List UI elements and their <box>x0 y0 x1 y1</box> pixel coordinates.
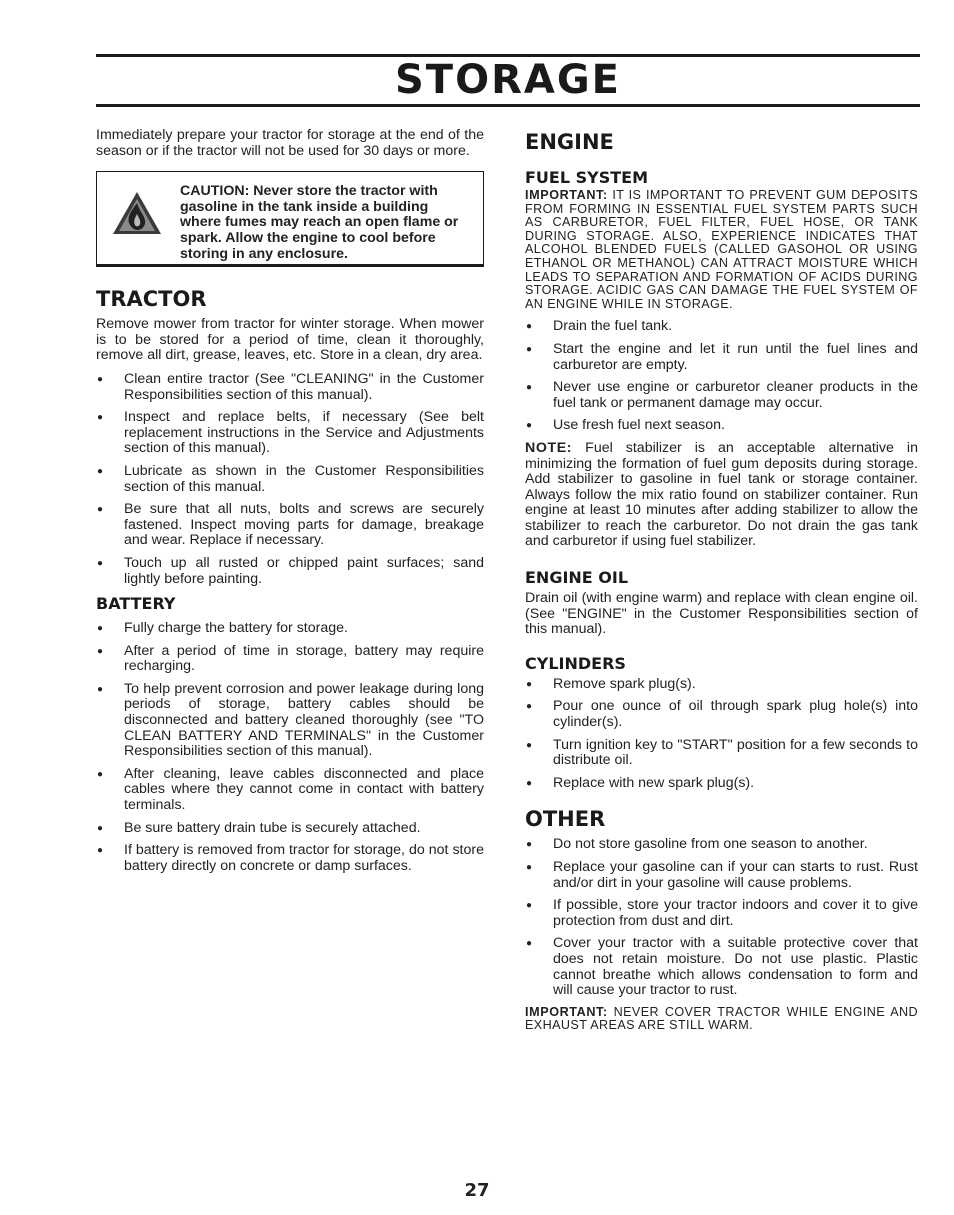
bullet: ● <box>97 465 104 477</box>
page-title: STORAGE <box>394 57 621 103</box>
list-item: ● Never use engine or carburetor cleaner products in the fuel tank or permanent damage may occur. <box>526 379 918 411</box>
other-list <box>525 837 918 998</box>
list-item: ● If battery is removed from tractor for storage, do not store battery directly on concrete or damp surfaces. <box>97 842 484 874</box>
note-text: Fuel stabilizer is an acceptable alternative in minimizing the formation of fuel gum deposits during storage. Add stabilizer to gasoline in fuel tank or storage container. Always follow the mix ratio found on stabilizer container. Run engine at least 10 minutes after adding stabilizer to allow the stabilizer to reach the carburetor. Do not drain the gas tank and carburetor if using fuel stabilizer. <box>525 439 918 550</box>
list-item: ● To help prevent corrosion and power leakage during long periods of storage, battery cables should be disconnected and battery cleaned thoroughly (see "TO CLEAN BATTERY AND TERMINALS" in the Customer Responsibilities section of this manual). <box>97 680 484 760</box>
bullet: ● <box>526 839 533 851</box>
bullet: ● <box>526 343 533 355</box>
bullet: ● <box>97 768 104 780</box>
other-important-paragraph <box>525 1006 918 1033</box>
list-item: ● After cleaning, leave cables disconnected and place cables where they cannot come in contact with battery terminals. <box>97 765 484 814</box>
tractor-intro: Remove mower from tractor for winter storage. When mower is to be stored for a period of time, clean it thoroughly, remove all dirt, grease, leaves, etc. Store in a clean, dry area. <box>96 316 484 364</box>
list-item: ● Replace with new spark plug(s). <box>526 774 755 791</box>
list-item: ● Start the engine and let it run until the fuel lines and carburetor are empty. <box>526 340 918 373</box>
bullet: ● <box>97 822 104 834</box>
list-item: ● Pour one ounce of oil through spark plug hole(s) into cylinder(s). <box>526 698 918 731</box>
cylinders-heading: CYLINDERS <box>525 653 626 673</box>
bullet: ● <box>526 382 533 394</box>
list-item: ● Turn ignition key to "START" position for a few seconds to distribute oil. <box>526 736 918 769</box>
engine-heading: ENGINE <box>525 130 614 154</box>
list-item: ● Touch up all rusted or chipped paint surfaces; sand lightly before painting. <box>97 554 484 587</box>
bullet: ● <box>97 645 104 657</box>
engine-oil-heading: ENGINE OIL <box>525 568 629 588</box>
list-item: ● Remove spark plug(s). <box>526 675 696 692</box>
important-label: IMPORTANT: <box>525 188 608 202</box>
bullet: ● <box>526 739 533 751</box>
list-item: ● Replace your gasoline can if your can starts to rust. Rust and/or dirt in your gasoline will cause problems. <box>526 859 918 891</box>
bullet: ● <box>97 623 104 635</box>
list-item: ● Do not store gasoline from one season to another. <box>526 836 868 853</box>
caution-text: CAUTION: Never store the tractor with gasoline in the tank inside a building where fumes may reach an open flame or spark. Allow the engine to cool before storing in any enclosure. <box>180 183 459 262</box>
engine-oil-paragraph: Drain oil (with engine warm) and replace with clean engine oil. (See "ENGINE" in the Customer Responsibilities section of this manual). <box>525 590 918 638</box>
list-item: ● Clean entire tractor (See "CLEANING" in the Customer Responsibilities section of this manual). <box>97 370 484 403</box>
bullet: ● <box>526 938 533 950</box>
list-item: ● If possible, store your tractor indoors and cover it to give protection from dust and dirt. <box>526 897 918 929</box>
list-item: ● Use fresh fuel next season. <box>526 417 725 434</box>
note-label: NOTE: <box>525 439 573 456</box>
fuel-note-paragraph <box>525 441 918 550</box>
important-text: IT IS IMPORTANT TO PREVENT GUM DEPOSITS FROM FORMING IN ESSENTIAL FUEL SYSTEM PARTS SUCH AS CARBURETOR, FUEL FILTER, FUEL HOSE, OR TANK DURING STORAGE. ALSO, EXPERIENCE INDICATES THAT ALCOHOL BLENDED FUELS (CALLED GASOHOL OR USING ETHANOL OR METHANOL) CAN ATTRACT MOISTURE WHICH LEADS TO SEPARATION AND FORMATION OF ACIDS DURING STORAGE. ACIDIC GAS CAN DAMAGE THE FUEL SYSTEM OF AN ENGINE WHILE IN STORAGE. <box>525 188 919 311</box>
list-item: ● Be sure that all nuts, bolts and screws are securely fastened. Inspect moving parts for damage, breakage and wear. Replace if necessary. <box>97 501 484 549</box>
battery-heading: BATTERY <box>96 594 176 614</box>
bullet: ● <box>97 412 104 424</box>
list-item: ● Inspect and replace belts, if necessary (See belt replacement instructions in the Service and Adjustments section of this manual). <box>97 409 484 457</box>
page-number: 27 <box>464 1180 490 1201</box>
important-text: NEVER COVER TRACTOR WHILE ENGINE AND EXHAUST AREAS ARE STILL WARM. <box>525 1004 918 1033</box>
intro-paragraph: Immediately prepare your tractor for storage at the end of the season or if the tractor will not be used for 30 days or more. <box>96 127 484 159</box>
fuel-system-list <box>525 319 918 434</box>
bullet: ● <box>97 373 104 385</box>
tractor-list <box>96 372 484 587</box>
list-item: ● After a period of time in storage, battery may require recharging. <box>97 642 484 675</box>
battery-list <box>96 621 484 874</box>
fuel-important-paragraph <box>525 189 918 311</box>
tractor-heading: TRACTOR <box>96 287 207 312</box>
bullet: ● <box>526 862 533 873</box>
cylinders-list <box>525 677 918 792</box>
list-item: ● Drain the fuel tank. <box>526 318 673 335</box>
bullet: ● <box>526 420 533 432</box>
bullet: ● <box>97 683 104 695</box>
list-item: ● Fully charge the battery for storage. <box>97 620 348 637</box>
bullet: ● <box>526 321 533 333</box>
warning-triangle-icon <box>111 190 163 236</box>
list-item: ● Cover your tractor with a suitable protective cover that does not retain moisture. Do not use plastic. Plastic cannot breathe which allows condensation to form and will cause your tractor to rust. <box>526 935 918 999</box>
caution-box <box>96 171 484 267</box>
fuel-system-heading: FUEL SYSTEM <box>525 168 649 187</box>
other-heading: OTHER <box>525 807 606 832</box>
bullet: ● <box>97 504 104 516</box>
list-item: ● Lubricate as shown in the Customer Responsibilities section of this manual. <box>97 462 484 495</box>
left-column <box>96 128 484 881</box>
list-item: ● Be sure battery drain tube is securely attached. <box>97 819 421 836</box>
bullet: ● <box>526 678 533 690</box>
bullet: ● <box>97 557 104 569</box>
bullet: ● <box>97 845 104 857</box>
bullet: ● <box>526 701 533 713</box>
important-label: IMPORTANT: <box>525 1004 608 1019</box>
title-rule-bottom <box>96 104 920 107</box>
bullet: ● <box>526 900 533 912</box>
bullet: ● <box>526 777 533 789</box>
right-column <box>525 128 918 1033</box>
